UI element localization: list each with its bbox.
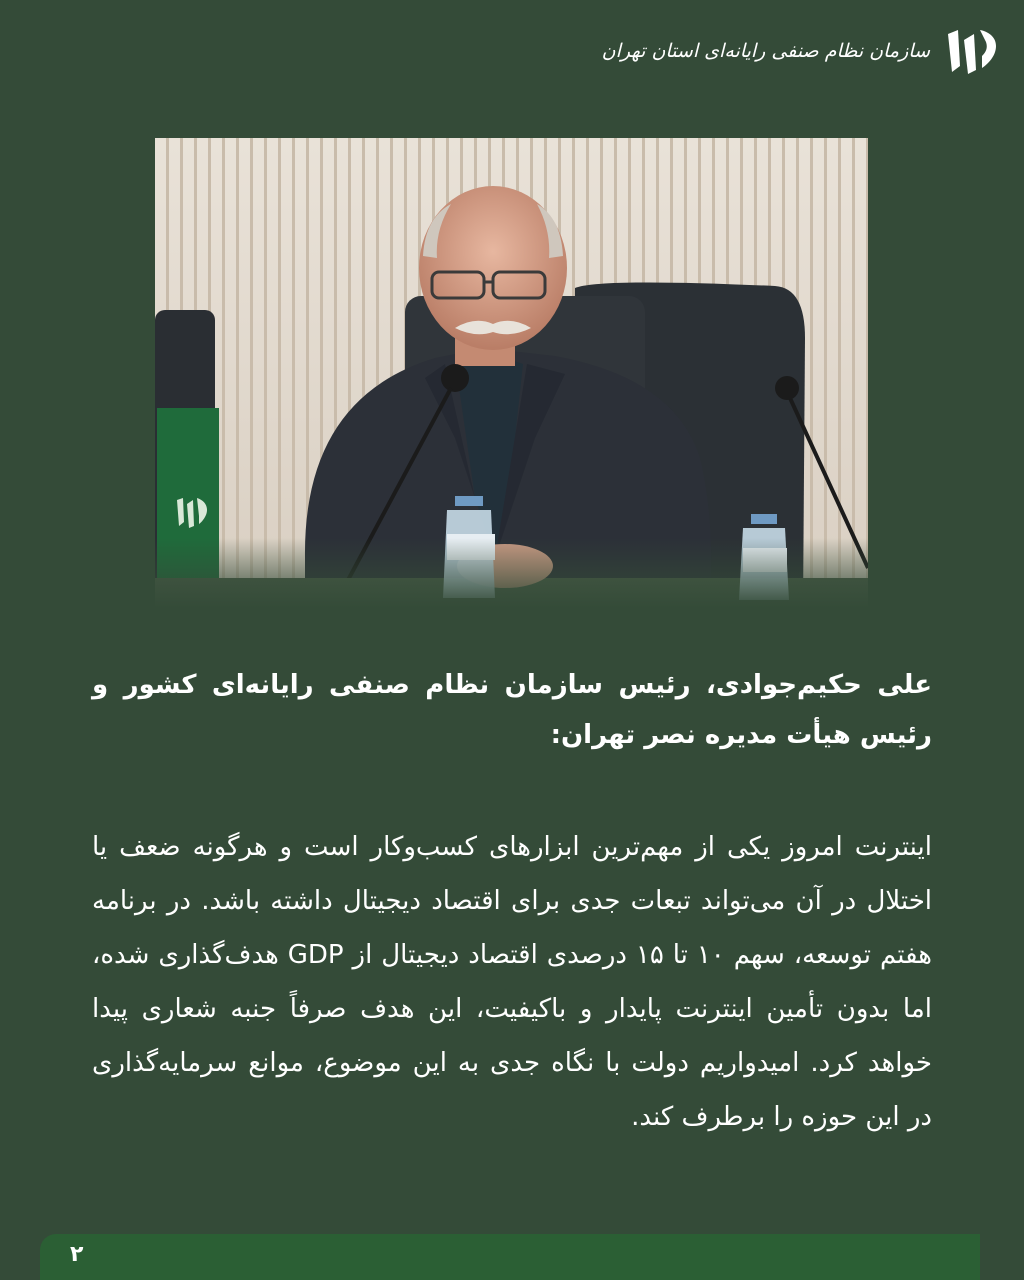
speaker-caption: علی حکیم‌جوادی، رئیس سازمان نظام صنفی رایانه‌ای کشور و رئیس هیأت مدیره نصر تهران:	[92, 670, 932, 750]
page-number: ۲	[70, 1242, 84, 1267]
speaker-photo	[155, 138, 868, 608]
quote-body: اینترنت امروز یکی از مهم‌ترین ابزارهای کسب‌وکار است و هرگونه ضعف یا اختلال در آن می‌تواند تبعات جدی برای اقتصاد دیجیتال داشته باشد. در برنامه هفتم توسعه، سهم ۱۰ تا ۱۵ درصدی اقتصاد دیجیتال از GDP هدف‌گذاری شده، اما بدون تأمین اینترنت پایدار و باکیفیت، این هدف صرفاً جنبه شعاری پیدا خواهد کرد. امیدواریم دولت با نگاه جدی به این موضوع، موانع سرمایه‌گذاری در این حوزه را برطرف کند.	[92, 832, 932, 1132]
header-brand	[602, 26, 1000, 76]
org-logo-icon	[944, 26, 1000, 76]
footer-bar	[40, 1234, 980, 1280]
org-name: سازمان نظام صنفی رایانه‌ای استان تهران	[601, 40, 930, 62]
